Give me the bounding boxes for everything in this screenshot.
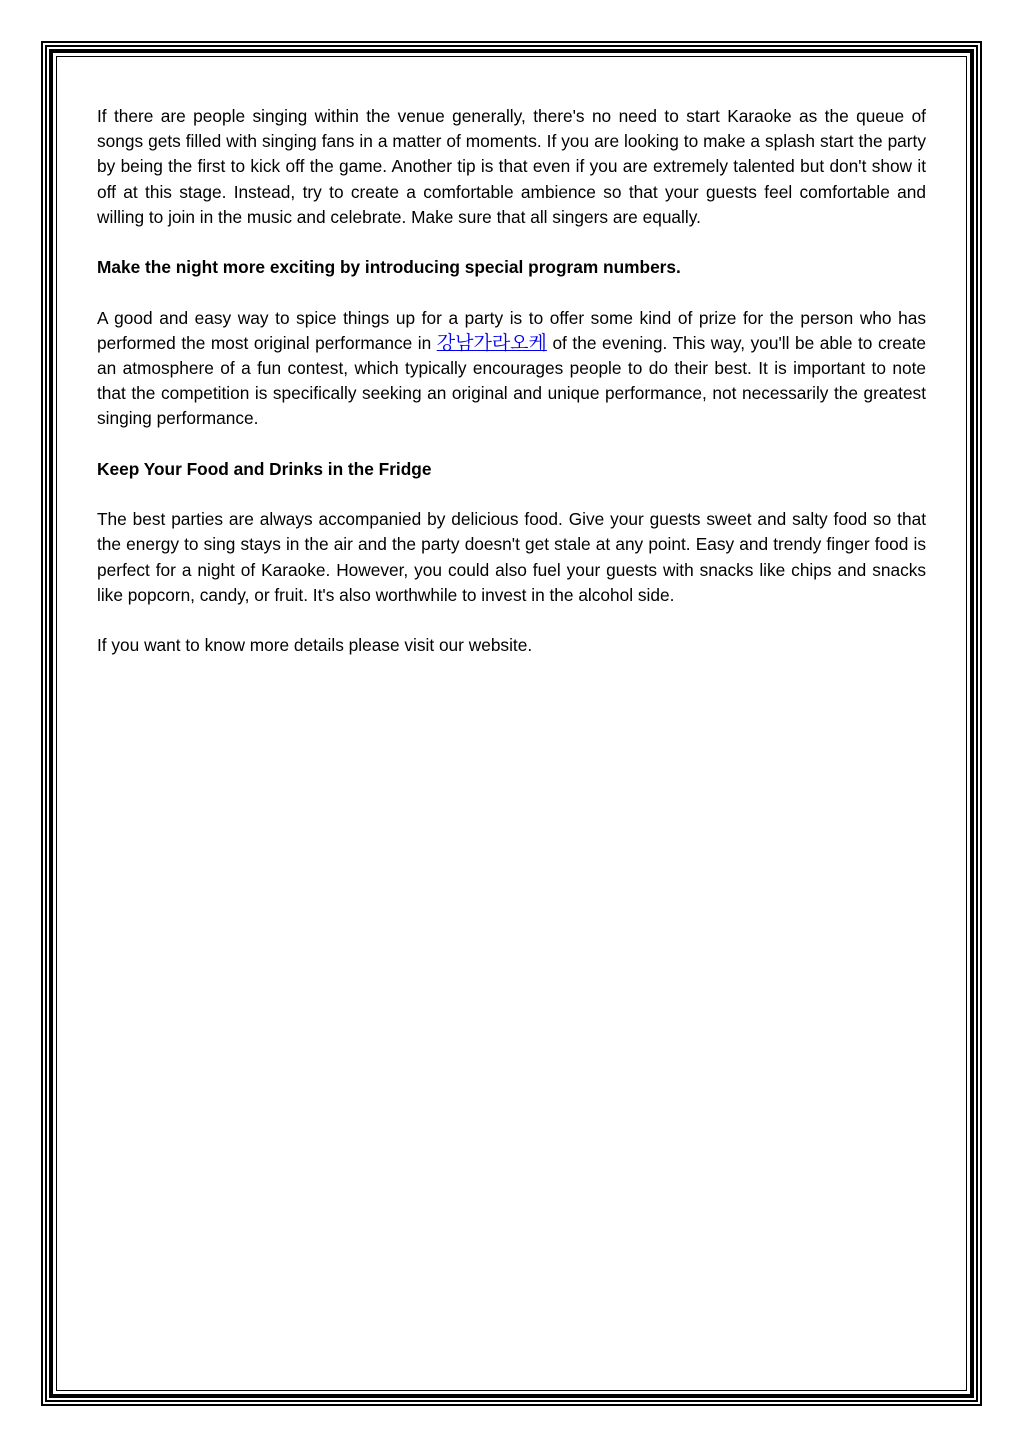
section-heading-special-program: Make the night more exciting by introducing special program numbers. [97, 257, 681, 278]
paragraph-prize [97, 306, 926, 432]
karaoke-link[interactable]: 강남가라오케 [436, 331, 547, 354]
paragraph-intro: If there are people singing within the venue generally, there's no need to start Karaoke as the queue of songs gets filled with singing fans in a matter of moments. If you are looking to make a splash start the party by being the first to kick off the game. Another tip is that even if you are extremely talented but don't show it off at this stage. Instead, try to create a comfortable ambience so that your guests feel comfortable and willing to join in the music and celebrate. Make sure that all singers are equally. [97, 106, 926, 227]
section-heading-food-drinks: Keep Your Food and Drinks in the Fridge [97, 458, 432, 479]
paragraph-website: If you want to know more details please visit our website. [97, 635, 533, 656]
document-body [97, 104, 926, 658]
paragraph-food: The best parties are always accompanied by delicious food. Give your guests sweet and salty food so that the energy to sing stays in the air and the party doesn't get stale at any point. Easy and trendy finger food is perfect for a night of Karaoke. However, you could also fuel your guests with snacks like chips and snacks like popcorn, candy, or fruit. It's also worthwhile to invest in the alcohol side. [97, 509, 926, 605]
paragraph-prize-text-after: of the evening. This way, you'll be able to create an atmosphere of a fun contest, which typically encourages people to do their best. It is important to note that the competition is specifically seeking an original and unique performance, not necessarily the greatest singing performance. [97, 332, 926, 429]
paragraph-prize-text-before: A good and easy way to spice things up for a party is to offer some kind of prize for the person who has performed the most original performance in [97, 307, 926, 353]
